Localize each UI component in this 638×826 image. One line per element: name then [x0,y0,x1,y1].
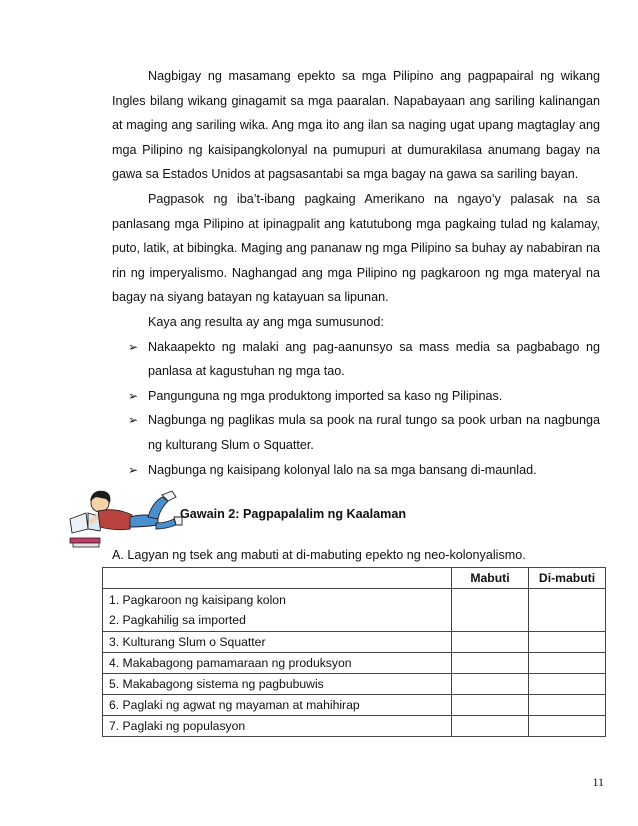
list-item-text: Pangunguna ng mga produktong imported sa kaso ng Pilipinas. [148,388,503,403]
arrow-bullet-icon: ➢ [128,462,139,477]
paragraph-2: Pagpasok ng iba’t-ibang pagkaing Amerikano na ngayo’y palasak na sa panlasang mga Pilipino at ipinagpalit ang katutubong mga pagkaing tulad ng kalamay, puto, latik, at bibingka. Maging ang pananaw ng mga Pilipino sa buhay ay nababiran na rin ng imperyalismo. Naghangad ang mga Pilipino ng pagkaroon ng mga materyal na bagay na siyang batayan ng katayuan sa lipunan. [112,191,600,305]
list-item [112,335,600,384]
table-row [103,589,606,632]
table-row [103,653,606,674]
item-cell [103,589,452,632]
mabuti-cell[interactable] [452,632,529,653]
item-cell: 4. Makabagong pamamaraan ng produksyon [103,653,452,674]
arrow-bullet-icon: ➢ [128,388,139,403]
item-cell: 5. Makabagong sistema ng pagbubuwis [103,674,452,695]
activity-title: Gawain 2: Pagpapalalim ng Kaalaman [180,507,407,521]
mabuti-cell[interactable] [452,674,529,695]
header-mabuti: Mabuti [452,568,529,589]
item-text: 1. Pagkaroon ng kaisipang kolon [109,593,286,607]
list-item [112,384,600,409]
item-text: 2. Pagkahilig sa imported [109,613,246,627]
arrow-bullet-icon: ➢ [128,413,139,428]
di-mabuti-cell[interactable] [529,632,606,653]
item-cell: 7. Paglaki ng populasyon [103,716,452,737]
paragraph-1: Nagbigay ng masamang epekto sa mga Pilipino ang pagpapairal ng wikang Ingles bilang wikang ginagamit sa mga paaralan. Napabayaan ang sariling kalinangan at maging ang sariling wika. Ang mga ito ang ilan sa naging ugat upang magtaglay ang mga Pilipino ng kaisipangkolonyal na pumupuri at dumurakilasa anumang bagay na gawa sa Estados Unidos at pagsasantabi sa mga bagay na gawa sa sariling bayan. [112,69,600,182]
table-row [103,695,606,716]
list-item-text: Nakaapekto ng malaki ang pag-aanunsyo sa mass media sa pagbabago ng panlasa at kagustuhan ng mga tao. [148,339,600,379]
di-mabuti-cell[interactable] [529,716,606,737]
page-number: 11 [592,775,604,789]
header-di-mabuti: Di-mabuti [529,568,606,589]
di-mabuti-cell[interactable] [529,589,606,632]
mabuti-cell[interactable] [452,653,529,674]
di-mabuti-cell[interactable] [529,674,606,695]
arrow-bullet-icon: ➢ [128,339,139,354]
table-row [103,632,606,653]
list-item-text: Nagbunga ng kaisipang kolonyal lalo na sa mga bansang di-maunlad. [148,462,537,477]
mabuti-cell[interactable] [452,695,529,716]
paragraph-3: Kaya ang resulta ay ang mga sumusunod: [148,314,384,329]
checklist-table [102,567,606,737]
mabuti-cell[interactable] [452,716,529,737]
body-text [112,64,600,482]
list-item [112,458,600,483]
mabuti-cell[interactable] [452,589,529,632]
item-cell: 6. Paglaki ng agwat ng mayaman at mahihirap [103,695,452,716]
list-item [112,408,600,457]
list-item-text: Nagbunga ng paglikas mula sa pook na rural tungo sa pook urban na nagbunga ng kulturang Slum o Squatter. [148,413,600,452]
table-row [103,674,606,695]
table-header-row [103,568,606,589]
table-row [103,716,606,737]
header-item [103,568,452,589]
activity-header [66,483,606,553]
di-mabuti-cell[interactable] [529,653,606,674]
result-list [112,335,600,483]
instruction-text: A. Lagyan ng tsek ang mabuti at di-mabuting epekto ng neo-kolonyalismo. [112,548,526,562]
reading-boy-icon [66,483,186,553]
di-mabuti-cell[interactable] [529,695,606,716]
item-cell: 3. Kulturang Slum o Squatter [103,632,452,653]
